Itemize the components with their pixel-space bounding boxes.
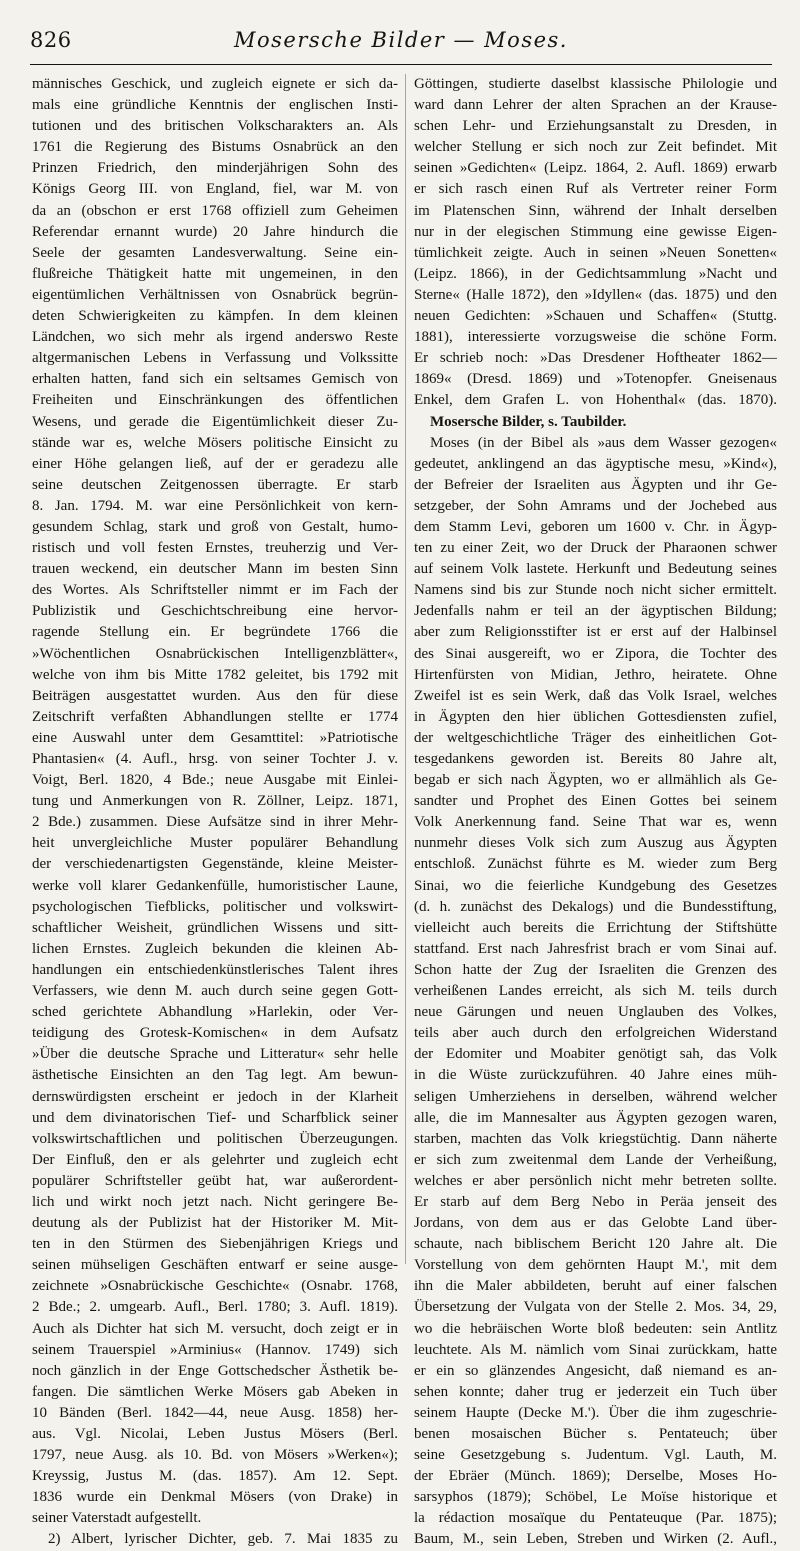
column-divider (405, 74, 406, 1264)
left-column-text-line: eigentümlichen Verhältnissen von Osnabrück begrün- (32, 286, 398, 303)
left-column-text-line: aus. Vgl. Nicolai, Leben Justus Mösers (Berl. (32, 1426, 398, 1442)
right-column-text-line: begab er sich nach Ägypten, wo er allmählich als Ge- (414, 772, 777, 789)
right-column-text-line: welcher Stellung er sich noch zur Zeit befindet. Mit (414, 139, 777, 156)
right-column-text-line: Mosersche Bilder, s. Taubilder. (430, 413, 627, 430)
left-column-text-line: 1797, neue Ausg. als 10. Bd. von Mösers »Werken«); (32, 1447, 398, 1464)
left-column-text-line: männisches Geschick, und zugleich eignete er sich da- (32, 76, 398, 92)
left-column-text-line: Publizistik und Geschichtschreibung eine hervor- (32, 603, 398, 620)
left-column-text-line: schaftlicher Weisheit, gründlichen Wissens und sitt- (32, 919, 398, 936)
right-column-text-line: setzgeber, der Sohn Amrams und der Jochebed aus (414, 497, 777, 514)
right-column-text-line: schaute, nach biblischem Bericht 120 Jahre alt. Die (414, 1236, 777, 1253)
left-column-text-line: Seele der gesamten Landesverwaltung. Seine ein- (32, 244, 398, 261)
right-column-text-line: teils aber auch durch den erfolgreichen Widerstand (414, 1025, 777, 1042)
right-column-text-line: entschloß. Zunächst führte es M. wieder zum Berg (414, 856, 777, 873)
right-column-text-line: er sich zum zweitenmal dem Lande der Verheißung, (414, 1151, 777, 1168)
left-column-text-line: Königs Georg III. von England, fiel, war M. von (32, 181, 398, 198)
left-column-text-line: Verfassers, wie denn M. auch durch seine gegen Gott- (32, 983, 398, 1000)
right-column-text-line: tesgedankens geworden ist. Bereits 80 Jahre alt, (414, 751, 777, 767)
left-column-text-line: 10 Bänden (Berl. 1842—44, neue Ausg. 1858) her- (32, 1404, 398, 1421)
left-column-text-line: Phantasien« (4. Aufl., hrsg. von seiner Tochter J. v. (32, 751, 398, 767)
right-column-text-line: leuchtete. Als M. nämlich vom Sinai zurückkam, hatte (414, 1341, 777, 1358)
right-column-text-line: starben, machten das Volk kriegstüchtig. Dann näherte (414, 1130, 777, 1147)
left-column-text-line: mals eine gründliche Kenntnis der englischen Insti- (32, 97, 398, 114)
left-column-text-line: 2) Albert, lyrischer Dichter, geb. 7. Mai 1835 zu (48, 1531, 398, 1548)
left-column-text-line: seinen mühseligen Geschäften entwarf er seine ausge- (32, 1257, 398, 1274)
right-column-text-line: schen Lehr- und Erziehungsanstalt zu Dresden, in (414, 118, 777, 135)
left-column-text-line: sched gerichtete Abhandlung »Harlekin, oder Ver- (32, 1004, 398, 1021)
left-column-text-line: und dem divinatorischen Tief- und Scharfblick seiner (32, 1109, 398, 1126)
right-column-text-line: nunmehr dieses Volk sich zum Auszug aus Ägypten (414, 835, 777, 852)
right-column-text-line: seligen Umherziehens in derselben, während welcher (414, 1088, 777, 1105)
left-column-text-line: Der Einfluß, den er als gelehrter und zugleich echt (32, 1151, 398, 1168)
left-column-text-line: 2 Bde.) zusammen. Diese Aufsätze sind in ihrer Mehr- (32, 814, 398, 831)
left-column-text-line: Wesens, und gerade die Eigentümlichkeit dieser Zu- (32, 413, 398, 430)
left-column-text-line: noch gänzlich in der Enge Gottschedscher Ästhetik be- (32, 1362, 398, 1379)
right-column-text-line: vielleicht auch bereits die Errichtung der Stiftshütte (414, 919, 777, 936)
right-column-text-line: 1881), interessierte vorzugsweise die schöne Form. (414, 329, 777, 346)
right-column-text-line: ten zu einer Zeit, wo der Druck der Pharaonen schwer (414, 540, 777, 557)
right-column-text-line: Enkel, dem Grafen L. von Hohenthal« (das. 1870). (414, 392, 777, 409)
right-column-text-line: der Ebräer (Münch. 1869); Derselbe, Moses Ho- (414, 1468, 777, 1485)
right-column-text-line: in die Wüste zurückzuführen. 40 Jahre eines müh- (414, 1067, 777, 1084)
right-column-text-line: aber zum Religionsstifter ist er erst auf der Halbinsel (414, 624, 777, 641)
left-column-text-line: 1836 wurde ein Denkmal Mösers (von Drake) in (32, 1489, 398, 1506)
right-column-text-line: der Befreier der Israeliten aus Ägypten und ihr Ge- (414, 476, 777, 493)
left-column-text-line: deutung als der Publizist hat der Historiker M. Mit- (32, 1215, 398, 1232)
right-column-text-line: alle, die im Mannesalter aus Ägypten gezogen waren, (414, 1109, 777, 1126)
left-column-text-line: seinem Trauerspiel »Arminius« (Hannov. 1749) sich (32, 1341, 398, 1358)
right-column-text-line: Er schrieb noch: »Das Dresdener Hoftheater 1862— (414, 350, 777, 367)
right-column-text-line: ihn die Maler abbildeten, beruht auf einer falschen (414, 1278, 777, 1295)
right-column-text-line: nur in der elegischen Stimmung eine gewisse Eigen- (414, 223, 777, 240)
left-column-text-line: erhalten hatten, fand sich ein seltsames Gemisch von (32, 371, 398, 388)
right-column-text-line: Vorstellung von dem gehörnten Haupt M.', mit dem (414, 1257, 777, 1274)
right-column-text-line: Göttingen, studierte daselbst klassische Philologie und (414, 76, 777, 92)
left-column-text-line: »Über die deutsche Sprache und Litteratur« sehr helle (32, 1046, 398, 1063)
left-column-text-line: 8. Jan. 1794. M. war eine Persönlichkeit von kern- (32, 497, 398, 514)
right-column-text-line: der Edomiter und Moabiter genötigt sah, das Volk (414, 1046, 777, 1063)
right-column-text-line: dem Stamm Levi, geboren um 1600 v. Chr. in Ägyp- (414, 518, 777, 535)
right-column-text-line: auf seinem Volk lastete. Herkunft und Bedeutung seines (414, 561, 777, 578)
right-column-text-line: seine Gesetzgebung s. Judentum. Vgl. Lauth, M. (414, 1447, 777, 1464)
right-column-text-line: welches er aber persönlich nicht mehr betreten sollte. (414, 1172, 777, 1189)
left-column-text-line: Referendar ernannt wurde) 20 Jahre hindurch die (32, 223, 398, 240)
right-column-text-line: ward dann Lehrer der alten Sprachen an der Krause- (414, 97, 777, 114)
page-header (30, 26, 772, 66)
right-column (414, 74, 777, 1551)
right-column-text-line: benen mosaischen Bücher s. Pentateuch; über (414, 1426, 777, 1442)
left-column-text-line: altgermanischen Lebens in Verfassung und Volkssitte (32, 350, 398, 367)
right-column-text-line: er ein so glänzendes Angesicht, daß niemand es an- (414, 1362, 777, 1379)
right-column-text-line: sarsyphos (1879); Schöbel, Le Moïse historique et (414, 1489, 777, 1506)
left-column-text-line: der verschiedenartigsten Gegenstände, kleine Meister- (32, 856, 398, 873)
left-column-text-line: ten in den Stürmen des Siebenjährigen Kriegs und (32, 1236, 398, 1253)
right-column-text-line: des Sinai ausgereift, wo er Zipora, die Tochter des (414, 645, 777, 662)
left-column-text-line: trauen weckend, ein deutscher Mann im besten Sinn (32, 561, 398, 578)
left-column-text-line: tung und Anmerkungen von R. Zöllner, Leipz. 1871, (32, 793, 398, 810)
page-number: 826 (30, 28, 72, 52)
left-column (32, 74, 398, 1551)
right-column-text-line: verheißenen Landes erreicht, als sich M. teils durch (414, 983, 777, 1000)
right-column-text-line: Jedenfalls nahm er teil an der ägyptischen Bildung; (414, 603, 777, 620)
left-column-text-line: da an (obschon er erst 1768 offiziell zum Geheimen (32, 202, 398, 219)
left-column-text-line: psychologischen Tiefblicks, politischer und volkswirt- (32, 898, 398, 915)
right-column-text-line: Sterne« (Halle 1872), den »Idyllen« (das. 1875) und den (414, 286, 777, 303)
left-column-text-line: Ländchen, wo sich mehr als irgend anderswo Reste (32, 329, 398, 346)
right-column-text-line: Hirtenfürsten von Midian, Jethro, heiratete. Ohne (414, 666, 777, 683)
right-column-text-line: (Leipz. 1866), in der Gedichtsammlung »Nacht und (414, 265, 777, 282)
left-column-text-line: volkswirtschaftlichen und politischen Überzeugungen. (32, 1130, 398, 1147)
left-column-text-line: dernswürdigsten erscheint er jedoch in der Klarheit (32, 1088, 398, 1105)
right-column-text-line: im Platenschen Sinn, während der Inhalt derselben (414, 202, 777, 219)
right-column-text-line: Namens sind bis zur Stunde noch nicht sicher ermittelt. (414, 582, 777, 599)
right-column-text-line: (d. h. zunächst des Dekalogs) und die Bundesstiftung, (414, 898, 777, 915)
right-column-text-line: seinem Haupte (Decke M.'). Über die ihm zugeschrie- (414, 1404, 777, 1421)
right-column-text-line: Sinai, wo die feierliche Kundgebung des Gesetzes (414, 877, 777, 894)
left-column-text-line: populärer Schriftsteller geübt hat, war außerordent- (32, 1172, 398, 1189)
right-column-text-line: Er starb auf dem Berg Nebo in Peräa jenseit des (414, 1193, 777, 1210)
right-column-text-line: stattfand. Erst nach Jahresfrist brach er vom Sinai auf. (414, 940, 777, 957)
left-column-text-line: Auch als Dichter hat sich M. versucht, doch zeigt er in (32, 1320, 398, 1337)
left-column-text-line: handlungen ein entschiedenkünstlerisches Talent ihres (32, 961, 398, 978)
right-column-text-line: tümlichkeit zeigte. Auch in seinen »Neuen Sonetten« (414, 244, 777, 261)
left-column-text-line: teidigung des Grotesk-Komischen« in dem Aufsatz (32, 1025, 398, 1042)
right-column-text-line: neuen Gedichten: »Schauen und Schaffen« (Stuttg. (414, 308, 777, 325)
left-column-text-line: 1761 die Regierung des Bistums Osnabrück an den (32, 139, 398, 156)
left-column-text-line: Freiheiten und Einschränkungen des öffentlichen (32, 392, 398, 409)
right-column-text-line: Schon hatte der Zug der Israeliten die Grenzen des (414, 961, 777, 978)
left-column-text-line: seiner Vaterstadt aufgestellt. (32, 1510, 202, 1527)
left-column-text-line: flußreiche Thätigkeit hatte mit ungemeinen, in den (32, 265, 398, 282)
right-column-text-line: Baum, M., sein Leben, Streben und Wirken (2. Aufl., (414, 1531, 777, 1548)
left-column-text-line: stände war es, welche Mösers politische Einsicht zu (32, 434, 398, 451)
left-column-text-line: einer Höhe gelangen ließ, auf der er geradezu alle (32, 455, 398, 472)
right-column-text-line: Volk Anerkennung fand. Seine That war es, wenn (414, 814, 777, 831)
left-column-text-line: ragende Stellung ein. Er begründete 1766 die (32, 624, 398, 641)
right-column-text-line: Jordans, von dem aus er das Gelobte Land über- (414, 1215, 777, 1232)
right-column-text-line: Moses (in der Bibel als »aus dem Wasser gezogen« (430, 434, 777, 451)
left-column-text-line: eine Auswahl unter dem Gesamttitel: »Patriotische (32, 729, 398, 746)
right-column-text-line: neue Gärungen und neuen Unglauben des Volkes, (414, 1004, 777, 1021)
right-column-text-line: der weltgeschichtliche Träger des einheitlichen Got- (414, 729, 777, 746)
left-column-text-line: »Wöchentlichen Osnabrückischen Intelligenzblätter«, (32, 645, 398, 662)
left-column-text-line: welche von ihm bis Mitte 1782 geleitet, bis 1792 mit (32, 666, 398, 683)
left-column-text-line: tutionen und des britischen Volkscharakters an. Als (32, 118, 398, 135)
left-column-text-line: 2 Bde.; 2. umgearb. Aufl., Berl. 1780; 3. Aufl. 1819). (32, 1299, 398, 1316)
left-column-text-line: Voigt, Berl. 1820, 4 Bde.; neue Ausgabe mit Einlei- (32, 772, 398, 789)
right-column-text-line: 1869« (Dresd. 1869) und »Totenopfer. Gneisenaus (414, 371, 777, 388)
right-column-text-line: Übersetzung der Vulgata von der Stelle 2. Mos. 34, 29, (414, 1299, 777, 1316)
left-column-text-line: seine deutschen Zeitgenossen überragte. Er starb (32, 476, 398, 493)
right-column-text-line: sehen konnte; daher trug er jederzeit ein Tuch über (414, 1383, 777, 1400)
running-title: Mosersche Bilder — Moses. (234, 28, 568, 52)
left-column-text-line: deten Schwierigkeiten zu kämpfen. In dem kleinen (32, 308, 398, 325)
left-column-text-line: lichen Ernstes. Zugleich bekunden die kleinen Ab- (32, 940, 398, 957)
right-column-text-line: er sich rasch einen Ruf als Vertreter reiner Form (414, 181, 777, 198)
left-column-text-line: gesundem Schlag, stark und groß von Gestalt, humo- (32, 518, 398, 535)
right-column-text-line: in Ägypten den hier üblichen Gottesdiensten zufiel, (414, 708, 777, 725)
left-column-text-line: zeichnete »Osnabrückische Geschichte« (Osnabr. 1768, (32, 1278, 398, 1295)
right-column-text-line: seinen »Gedichten« (Leipz. 1864, 2. Aufl. 1869) erwarb (414, 160, 777, 177)
left-column-text-line: ästhetische Einsichten an den Tag legt. Am bewun- (32, 1067, 398, 1084)
right-column-text-line: gedeutet, anklingend an das ägyptische mesu, »Kind«), (414, 455, 777, 472)
left-column-text-line: Zeitschrift verfaßten Abhandlungen stellte er 1774 (32, 708, 398, 725)
left-column-text-line: fangen. Die sämtlichen Werke Mösers gab Abeken in (32, 1383, 398, 1400)
right-column-text-line: la rédaction mosaïque du Pentateuque (Par. 1875); (414, 1510, 777, 1527)
left-column-text-line: werke voll klarer Gedankenfülle, humoristischer Laune, (32, 877, 398, 894)
left-column-text-line: ristisch und voll festen Ernstes, treuherzig und Ver- (32, 540, 398, 557)
left-column-text-line: lich und wirkt noch jetzt nach. Nicht geringere Be- (32, 1193, 398, 1210)
left-column-text-line: Beiträgen ausgestattet wurden. Aus den für diese (32, 687, 398, 704)
right-column-text-line: sandter und Prophet des Einen Gottes bei seinem (414, 793, 777, 810)
right-column-text-line: Zweifel ist es sein Werk, daß das Volk Israel, welches (414, 687, 777, 704)
header-rule (30, 64, 772, 65)
left-column-text-line: heit unvergleichliche Muster populärer Behandlung (32, 835, 398, 852)
right-column-text-line: wo die hebräischen Worte bloß bedeuten: sein Antlitz (414, 1320, 777, 1337)
left-column-text-line: Kreyssig, Justus M. (das. 1857). Am 12. Sept. (32, 1468, 398, 1485)
left-column-text-line: Prinzen Friedrich, den minderjährigen Sohn des (32, 160, 398, 177)
left-column-text-line: des Wortes. Als Schriftsteller nimmt er im Fach der (32, 582, 398, 599)
